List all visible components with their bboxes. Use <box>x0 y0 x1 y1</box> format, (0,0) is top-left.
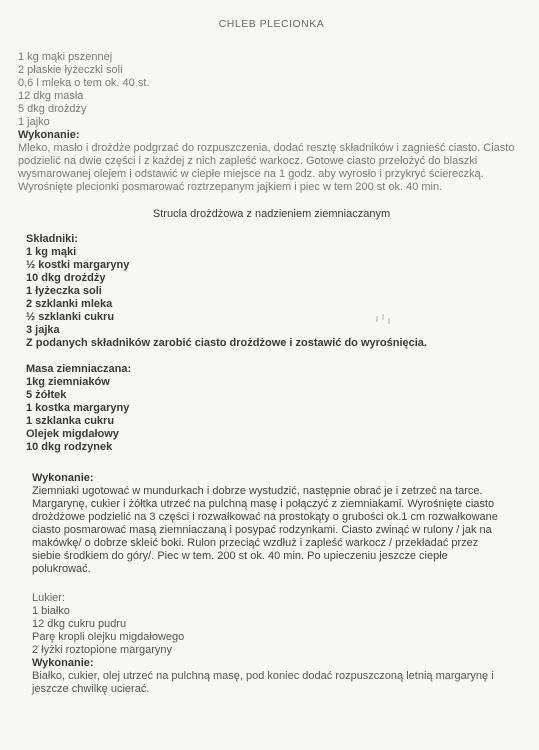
ingredient-item: 1 białko <box>32 605 70 617</box>
recipe1-method-text: Mleko, masło i drożdże podgrzać do rozpuszczenia, dodać resztę składników i zagnieść ciasto. Ciasto podzielić na dwie części i z każdej z nich zapleść warkocz. Gotowe ciasto przełożyć do blaszki wysmarowanej olejem i odstawić w ciepłe miejsce na 1 godz. aby wyrosło i przykryć ściereczką. Wyrośnięte plecionki posmarować roztrzepanym jajkiem i piec w tem 200 st ok. 40 min. <box>18 142 515 193</box>
ingredient-item: 5 żółtek <box>26 389 67 401</box>
filling-label: Masa ziemniaczana: <box>26 363 132 375</box>
ingredient-item: 5 dkg drożdży <box>18 103 87 115</box>
icing-ingredients <box>32 605 519 657</box>
ingredient-item: 10 dkg drożdży <box>26 272 106 284</box>
recipe2-method-text: Ziemniaki ugotować w mundurkach i dobrze wystudzić, następnie obrać je i zetrzeć na tarce. Margarynę, cukier i żółtka utrzeć na pulchną masę i połączyć z ziemniakami. Wyrośnięte ciasto drożdżowe podzielić na 3 części i rozwałkować na prostokąty o grubości ok.1 cm rozwałkowane ciasto posmarować masą ziemniaczaną i posypać rodzynkami. Ciasto zwinąć w rulony / jak na makówkę/ o dobrze skleić boki. Rulon przeciąć wzdłuż i zapleść warkocz / przekładać przez siebie środkiem do góry/. Piec w tem. 200 st ok. 40 min. Po upieczeniu jeszcze ciepłe polukrować. <box>32 485 498 575</box>
recipe2-ingredients-label: Składniki: <box>26 233 78 245</box>
recipe1-ingredients <box>18 51 525 129</box>
ingredient-item: ½ szklanki cukru <box>26 311 115 323</box>
ingredient-item: 1 kostka margaryny <box>26 402 130 414</box>
ingredient-item: 1 łyżeczka soli <box>26 285 102 297</box>
ingredient-item: 1 kg mąki <box>26 246 77 258</box>
icing-label: Lukier: <box>32 592 66 604</box>
ingredient-item: 0,6 l mleka o tem ok. 40 st. <box>18 77 150 89</box>
icing-method-text: Białko, cukier, olej utrzeć na pulchną masę, pod koniec dodać rozpuszczoną letnią margarynę i jeszcze chwilkę ucierać. <box>32 670 494 695</box>
ingredient-item: 1kg ziemniaków <box>26 376 110 388</box>
icing-method-label: Wykonanie: <box>32 657 94 669</box>
ingredient-item: 1 kg mąki pszennej <box>18 51 113 63</box>
filling-ingredients <box>26 376 525 454</box>
page-title: CHLEB PLECIONKA <box>218 18 325 30</box>
ingredient-item: 12 dkg masła <box>18 90 84 102</box>
ingredient-item: Olejek migdałowy <box>26 428 119 440</box>
ingredient-item: 2 łyżki roztopione margaryny <box>32 644 173 656</box>
ingredient-item: 3 jajka <box>26 324 60 336</box>
recipe1-method-label: Wykonanie: <box>18 129 80 141</box>
ingredient-item: 1 szklanka cukru <box>26 415 115 427</box>
ingredient-item: ½ kostki margaryny <box>26 259 130 271</box>
recipe2-ingredients <box>26 246 525 337</box>
ingredient-item: 10 dkg rodzynek <box>26 441 113 453</box>
scan-speck <box>382 314 384 320</box>
ingredient-item: 2 szklanki mleka <box>26 298 113 310</box>
ingredient-item: 2 płaskie łyżeczki soli <box>18 64 123 76</box>
recipe2-method-label: Wykonanie: <box>32 472 94 484</box>
scan-speck <box>376 316 378 322</box>
ingredient-item: Parę kropli olejku migdałowego <box>32 631 185 643</box>
scan-speck <box>388 318 390 324</box>
recipe2-dough-note: Z podanych składników zarobić ciasto drożdżowe i zostawić do wyrośnięcia. <box>26 337 427 349</box>
ingredient-item: 12 dkg cukru pudru <box>32 618 127 630</box>
recipe2-title: Strucla drożdżowa z nadzieniem ziemniaczanym <box>152 208 391 220</box>
ingredient-item: 1 jajko <box>18 116 50 128</box>
